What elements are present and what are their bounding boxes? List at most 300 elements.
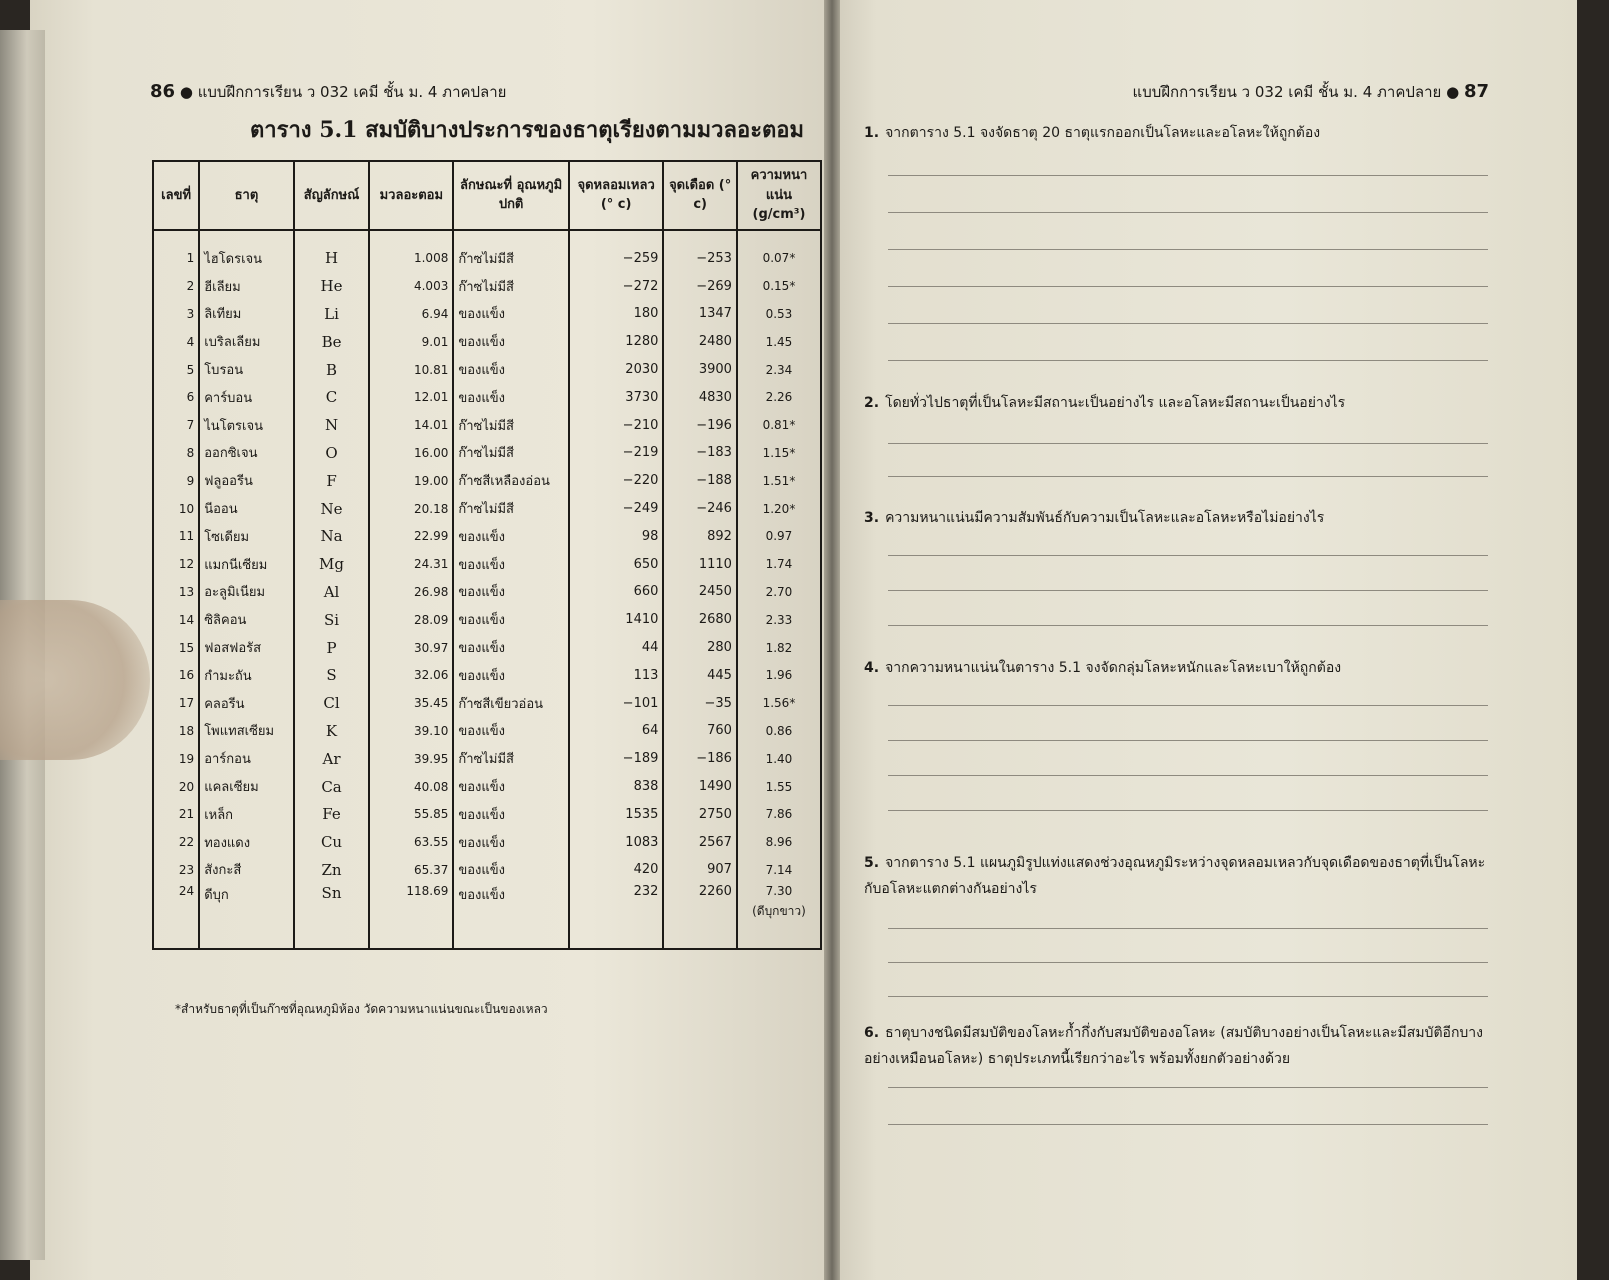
- cell-name-text: ไฮโดรเจน: [204, 251, 263, 267]
- cell-no: [153, 383, 199, 411]
- cell-density: [737, 383, 821, 411]
- table-row: [153, 467, 821, 495]
- cell-state-text: ของแข็ง: [458, 613, 505, 629]
- cell-mass: [369, 856, 453, 884]
- cell-density-text: 0.86: [765, 723, 793, 738]
- cell-mp: [569, 328, 664, 356]
- cell-bp-text: 1347: [698, 306, 732, 322]
- cell-state: [453, 717, 569, 745]
- question-text: จากความหนาแน่นในตาราง 5.1 จงจัดกลุ่มโลหะหนักและโลหะเบาให้ถูกต้อง: [885, 660, 1342, 676]
- cell-density-text: 1.15*: [762, 445, 796, 460]
- cell-state-text: ของแข็ง: [458, 585, 505, 601]
- cell-mp: [569, 661, 664, 689]
- cell-name-text: เบริลเลียม: [204, 335, 261, 351]
- cell-mass: [369, 550, 453, 578]
- cell-name-text: กำมะถัน: [204, 668, 252, 684]
- cell-state-text: ของแข็ง: [458, 307, 505, 323]
- cell-bp-text: −186: [696, 751, 732, 767]
- cell-mp-text: 1410: [625, 612, 659, 628]
- cell-name-text: ซิลิคอน: [204, 613, 247, 629]
- question-text: ความหนาแน่นมีความสัมพันธ์กับความเป็นโลหะและอโลหะหรือไม่อย่างไร: [885, 510, 1325, 526]
- cell-mp-text: −272: [622, 278, 659, 294]
- cell-density: [737, 578, 821, 606]
- answer-line: [888, 775, 1488, 776]
- cell-symbol: [294, 689, 370, 717]
- answer-line: [888, 476, 1488, 477]
- cell-bp-text: 2480: [698, 334, 732, 350]
- cell-bp: [663, 356, 737, 384]
- cell-mass: [369, 230, 453, 273]
- cell-mp-text: −259: [622, 250, 659, 266]
- cell-state-text: ก๊าซไม่มีสี: [458, 752, 514, 768]
- cell-mass-text: 10.81: [413, 362, 449, 377]
- answer-line: [888, 810, 1488, 811]
- density-note: (ดีบุกขาว): [752, 903, 806, 918]
- cell-density: [737, 717, 821, 745]
- cell-density-text: 1.96: [765, 668, 793, 683]
- cell-mass-text: 55.85: [413, 807, 449, 822]
- cell-no-text: 2: [186, 279, 195, 294]
- table-row: [153, 689, 821, 717]
- cell-state: [453, 884, 569, 949]
- cell-symbol: [294, 300, 370, 328]
- cell-no: [153, 578, 199, 606]
- cell-symbol-text: Ca: [321, 777, 342, 796]
- cell-symbol: [294, 230, 370, 273]
- cell-mass-text: 20.18: [413, 501, 449, 516]
- cell-mass: [369, 717, 453, 745]
- table-row: [153, 773, 821, 801]
- question-4: [864, 655, 1494, 681]
- cell-mp-text: 1083: [625, 834, 659, 850]
- cell-no: [153, 439, 199, 467]
- table-row: [153, 439, 821, 467]
- answer-line: [888, 996, 1488, 997]
- cell-state: [453, 634, 569, 662]
- cell-bp-text: 907: [707, 862, 732, 878]
- cell-mp-text: 1280: [625, 334, 659, 350]
- cell-state-text: ของแข็ง: [458, 780, 505, 796]
- cell-mp-text: 3730: [625, 389, 659, 405]
- table-row: [153, 230, 821, 273]
- cell-mass-text: 9.01: [421, 334, 449, 349]
- cell-symbol-text: Cl: [323, 694, 340, 713]
- cell-name-text: ลิเทียม: [204, 307, 242, 323]
- cell-mp: [569, 522, 664, 550]
- cell-symbol-text: S: [326, 666, 337, 685]
- cell-mass: [369, 439, 453, 467]
- cell-density: [737, 634, 821, 662]
- cell-bp-text: 892: [707, 528, 732, 544]
- cell-mass-text: 39.95: [413, 751, 449, 766]
- cell-symbol-text: Cu: [320, 833, 343, 852]
- cell-density-text: 7.30: [765, 883, 793, 898]
- cell-mp-text: 180: [633, 306, 659, 322]
- cell-mass-text: 30.97: [413, 640, 449, 655]
- cell-density: [737, 439, 821, 467]
- cell-density-text: 2.26: [765, 390, 793, 405]
- col-header-symbol: สัญลักษณ์: [294, 161, 370, 230]
- cell-mp: [569, 717, 664, 745]
- cell-state-text: ก๊าซไม่มีสี: [458, 502, 514, 518]
- cell-no-text: 24: [178, 883, 195, 898]
- cell-name-text: ดีบุก: [204, 887, 229, 903]
- cell-bp: [663, 745, 737, 773]
- cell-mass: [369, 578, 453, 606]
- cell-mp: [569, 230, 664, 273]
- cell-mass-text: 1.008: [413, 251, 449, 266]
- cell-no: [153, 884, 199, 949]
- cell-bp-text: −188: [696, 473, 732, 489]
- cell-state-text: ของแข็ง: [458, 835, 505, 851]
- cell-mass-text: 32.06: [413, 668, 449, 683]
- cell-no: [153, 689, 199, 717]
- cell-mass: [369, 300, 453, 328]
- cell-mass-text: 65.37: [413, 862, 449, 877]
- cell-bp: [663, 411, 737, 439]
- answer-line: [888, 625, 1488, 626]
- cell-mp-text: 232: [633, 883, 659, 899]
- cell-symbol-text: Be: [321, 332, 342, 351]
- table-row: [153, 884, 821, 949]
- cell-mp: [569, 383, 664, 411]
- cell-state: [453, 328, 569, 356]
- cell-density-text: 1.51*: [762, 473, 796, 488]
- cell-no: [153, 606, 199, 634]
- cell-mp: [569, 606, 664, 634]
- cell-state-text: ก๊าซสีเขียวอ่อน: [458, 696, 544, 712]
- answer-line: [888, 360, 1488, 361]
- cell-mass-text: 12.01: [413, 390, 449, 405]
- cell-state-text: ก๊าซสีเหลืองอ่อน: [458, 474, 550, 490]
- cell-no-text: 20: [178, 779, 195, 794]
- cell-state: [453, 550, 569, 578]
- cell-bp-text: 4830: [698, 389, 732, 405]
- table-title: ตาราง 5.1 สมบัติบางประการของธาตุเรียงตามมวลอะตอม: [250, 117, 805, 143]
- cell-no-text: 8: [186, 445, 195, 460]
- cell-symbol-text: Al: [323, 582, 340, 601]
- cell-density: [737, 230, 821, 273]
- cell-state: [453, 773, 569, 801]
- cell-no-text: 5: [186, 362, 195, 377]
- cell-no-text: 6: [186, 390, 195, 405]
- question-text: โดยทั่วไปธาตุที่เป็นโลหะมีสถานะเป็นอย่างไร และอโลหะมีสถานะเป็นอย่างไร: [885, 395, 1346, 411]
- cell-mass: [369, 689, 453, 717]
- cell-density: [737, 522, 821, 550]
- cell-name-text: สังกะสี: [204, 863, 242, 879]
- cell-state-text: ของแข็ง: [458, 363, 505, 379]
- cell-bp: [663, 383, 737, 411]
- cell-mp: [569, 272, 664, 300]
- left-running-header: [150, 80, 506, 104]
- cell-symbol-text: B: [326, 360, 338, 379]
- cell-bp: [663, 439, 737, 467]
- cell-no: [153, 634, 199, 662]
- cell-mass-text: 26.98: [413, 584, 449, 599]
- cell-bp: [663, 467, 737, 495]
- cell-state: [453, 661, 569, 689]
- cell-state: [453, 411, 569, 439]
- cell-density-text: 2.70: [765, 584, 793, 599]
- cell-name: [199, 578, 294, 606]
- cell-state-text: ของแข็ง: [458, 887, 505, 903]
- cell-state-text: ของแข็ง: [458, 557, 505, 573]
- cell-name: [199, 328, 294, 356]
- table-row: [153, 383, 821, 411]
- cell-symbol: [294, 467, 370, 495]
- cell-mp-text: 1535: [625, 806, 659, 822]
- cell-mass: [369, 745, 453, 773]
- cell-symbol: [294, 884, 370, 949]
- cell-mp: [569, 578, 664, 606]
- col-header-melting: จุดหลอมเหลว (° c): [569, 161, 664, 230]
- bullet-icon: ●: [1446, 83, 1464, 101]
- cell-state: [453, 300, 569, 328]
- col-header-mass: มวลอะตอม: [369, 161, 453, 230]
- cell-bp: [663, 773, 737, 801]
- cell-mp-text: −220: [622, 473, 659, 489]
- cell-mass-text: 14.01: [413, 418, 449, 433]
- question-number: 2.: [864, 395, 880, 411]
- cell-mp: [569, 411, 664, 439]
- cell-name-text: คลอรีน: [204, 696, 245, 712]
- left-page-number: 86: [150, 81, 176, 102]
- cell-density-text: 7.86: [765, 807, 793, 822]
- cell-name-text: โพแทสเซียม: [204, 724, 275, 740]
- cell-mass: [369, 272, 453, 300]
- cell-no-text: 7: [186, 418, 195, 433]
- cell-name: [199, 300, 294, 328]
- cell-bp: [663, 300, 737, 328]
- cell-state: [453, 439, 569, 467]
- question-text: จากตาราง 5.1 แผนภูมิรูปแท่งแสดงช่วงอุณหภูมิระหว่างจุดหลอมเหลวกับจุดเดือดของธาตุที่เป็นโลหะกับอโลหะแตกต่างกันอย่างไร: [864, 855, 1486, 897]
- answer-line: [888, 212, 1488, 213]
- cell-density-text: 0.53: [765, 306, 793, 321]
- cell-mass: [369, 467, 453, 495]
- cell-no-text: 4: [186, 334, 195, 349]
- col-header-no: เลขที่: [153, 161, 199, 230]
- cell-symbol: [294, 439, 370, 467]
- cell-state-text: ก๊าซไม่มีสี: [458, 279, 514, 295]
- cell-state: [453, 689, 569, 717]
- cell-mass-text: 118.69: [406, 883, 449, 898]
- answer-line: [888, 962, 1488, 963]
- cell-density-text: 8.96: [765, 835, 793, 850]
- cell-no: [153, 745, 199, 773]
- cell-bp: [663, 800, 737, 828]
- cell-no: [153, 522, 199, 550]
- cell-mass: [369, 828, 453, 856]
- cell-state: [453, 522, 569, 550]
- cell-density-text: 2.34: [765, 362, 793, 377]
- table-row: [153, 578, 821, 606]
- cell-density: [737, 411, 821, 439]
- cell-no-text: 10: [178, 501, 195, 516]
- cell-state-text: ของแข็ง: [458, 807, 505, 823]
- cell-bp: [663, 578, 737, 606]
- cell-bp-text: 280: [707, 640, 732, 656]
- question-text: จากตาราง 5.1 จงจัดธาตุ 20 ธาตุแรกออกเป็นโลหะและอโลหะให้ถูกต้อง: [885, 125, 1321, 141]
- cell-density-text: 1.74: [765, 557, 793, 572]
- cell-mp-text: 838: [633, 779, 659, 795]
- cell-density-text: 1.20*: [762, 501, 796, 516]
- cell-mp-text: −101: [622, 695, 659, 711]
- cell-density: [737, 356, 821, 384]
- cell-symbol: [294, 745, 370, 773]
- cell-mp-text: 113: [633, 667, 659, 683]
- cell-symbol: [294, 328, 370, 356]
- cell-density: [737, 828, 821, 856]
- cell-symbol-text: Mg: [319, 555, 344, 574]
- answer-line: [888, 1087, 1488, 1088]
- cell-no-text: 16: [178, 668, 195, 683]
- cell-density: [737, 773, 821, 801]
- cell-no-text: 23: [178, 862, 195, 877]
- question-number: 5.: [864, 855, 880, 871]
- cell-symbol: [294, 356, 370, 384]
- cell-name: [199, 272, 294, 300]
- cell-mp-text: 64: [641, 723, 659, 739]
- cell-state-text: ของแข็ง: [458, 390, 505, 406]
- cell-symbol-text: F: [326, 471, 337, 490]
- cell-bp: [663, 856, 737, 884]
- cell-name-text: ฟอสฟอรัส: [204, 641, 262, 657]
- cell-mass-text: 24.31: [413, 557, 449, 572]
- cell-symbol: [294, 717, 370, 745]
- cell-symbol-text: P: [326, 638, 337, 657]
- cell-no: [153, 661, 199, 689]
- cell-bp-text: 2680: [698, 612, 732, 628]
- table-row: [153, 411, 821, 439]
- cell-bp: [663, 230, 737, 273]
- cell-name: [199, 230, 294, 273]
- cell-no: [153, 800, 199, 828]
- cell-mass-text: 22.99: [413, 529, 449, 544]
- cell-symbol-text: Na: [320, 527, 343, 546]
- question-number: 3.: [864, 510, 880, 526]
- cell-name: [199, 383, 294, 411]
- cell-name-text: แมกนีเซียม: [204, 557, 268, 573]
- cell-symbol: [294, 272, 370, 300]
- cell-mp: [569, 745, 664, 773]
- cell-name: [199, 550, 294, 578]
- cell-density-text: 0.97: [765, 529, 793, 544]
- cell-density-text: 7.14: [765, 862, 793, 877]
- cell-mass-text: 28.09: [413, 612, 449, 627]
- question-text: ธาตุบางชนิดมีสมบัติของโลหะก้ำกึ่งกับสมบัติของอโลหะ (สมบัติบางอย่างเป็นโลหะและมีสมบัติอีกบางอย่างเหมือนอโลหะ) ธาตุประเภทนี้เรียกว่าอะไร พร้อมทั้งยกตัวอย่างด้วย: [864, 1025, 1484, 1067]
- cell-name-text: ฮีเลียม: [204, 279, 241, 295]
- cell-state: [453, 856, 569, 884]
- cell-no: [153, 828, 199, 856]
- question-5: [864, 850, 1494, 902]
- cell-state-text: ของแข็ง: [458, 668, 505, 684]
- cell-symbol-text: K: [325, 721, 338, 740]
- right-page: [832, 0, 1577, 1280]
- cell-mp: [569, 550, 664, 578]
- cell-symbol-text: Ne: [320, 499, 343, 518]
- cell-mass: [369, 606, 453, 634]
- cell-state: [453, 745, 569, 773]
- cell-symbol: [294, 856, 370, 884]
- answer-line: [888, 249, 1488, 250]
- cell-symbol: [294, 606, 370, 634]
- cell-state-text: ของแข็ง: [458, 529, 505, 545]
- cell-mp: [569, 439, 664, 467]
- cell-bp: [663, 884, 737, 949]
- cell-symbol: [294, 634, 370, 662]
- cell-density: [737, 661, 821, 689]
- cell-name: [199, 717, 294, 745]
- cell-symbol-text: Zn: [321, 860, 342, 879]
- cell-name: [199, 439, 294, 467]
- cell-name: [199, 634, 294, 662]
- answer-line: [888, 1124, 1488, 1125]
- cell-bp: [663, 495, 737, 523]
- cell-density-text: 1.40: [765, 751, 793, 766]
- cell-bp: [663, 634, 737, 662]
- cell-density: [737, 689, 821, 717]
- table-row: [153, 495, 821, 523]
- cell-mass: [369, 634, 453, 662]
- cell-mp: [569, 300, 664, 328]
- cell-bp-text: 1490: [698, 779, 732, 795]
- cell-mass-text: 16.00: [413, 445, 449, 460]
- cell-mass: [369, 356, 453, 384]
- cell-no: [153, 272, 199, 300]
- cell-density: [737, 550, 821, 578]
- table-row: [153, 300, 821, 328]
- cell-symbol-text: C: [325, 388, 338, 407]
- cell-name-text: ทองแดง: [204, 835, 251, 851]
- cell-no-text: 22: [178, 835, 195, 850]
- cell-density-text: 1.56*: [762, 696, 796, 711]
- cell-mass: [369, 800, 453, 828]
- cell-bp-text: 3900: [698, 362, 732, 378]
- cell-mp: [569, 634, 664, 662]
- cell-mp-text: −189: [622, 751, 659, 767]
- cell-mass-text: 39.10: [413, 723, 449, 738]
- cell-state: [453, 230, 569, 273]
- cell-mass: [369, 383, 453, 411]
- cell-no-text: 11: [178, 529, 195, 544]
- cell-name: [199, 689, 294, 717]
- table-row: [153, 745, 821, 773]
- cell-mp-text: −219: [622, 445, 659, 461]
- cell-mp-text: 660: [633, 584, 659, 600]
- cell-symbol: [294, 383, 370, 411]
- cell-bp-text: −246: [696, 501, 732, 517]
- col-header-state: ลักษณะที่ อุณหภูมิปกติ: [453, 161, 569, 230]
- cell-mp-text: 2030: [625, 362, 659, 378]
- cell-state: [453, 828, 569, 856]
- cell-symbol-text: Fe: [322, 805, 341, 824]
- table-row: [153, 550, 821, 578]
- cell-name: [199, 856, 294, 884]
- cell-symbol: [294, 550, 370, 578]
- cell-name: [199, 467, 294, 495]
- col-header-density: ความหนาแน่น (g/cm³): [737, 161, 821, 230]
- cell-bp-text: 1110: [698, 556, 732, 572]
- cell-name: [199, 495, 294, 523]
- cell-mass: [369, 495, 453, 523]
- cell-bp-text: 445: [707, 667, 732, 683]
- cell-state: [453, 467, 569, 495]
- table-row: [153, 661, 821, 689]
- cell-name: [199, 356, 294, 384]
- cell-bp-text: 2450: [698, 584, 732, 600]
- cell-no-text: 21: [178, 807, 195, 822]
- answer-line: [888, 555, 1488, 556]
